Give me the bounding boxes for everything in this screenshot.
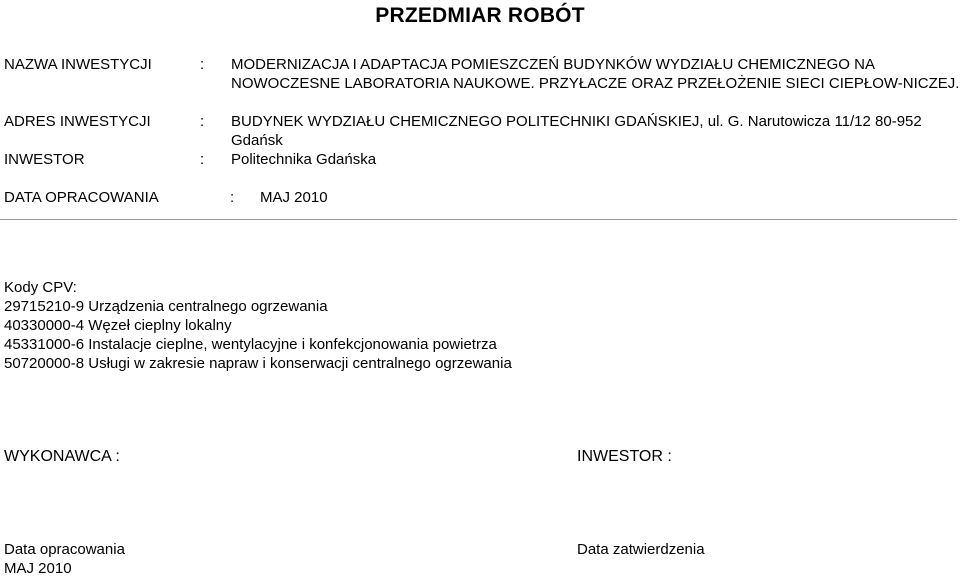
contractor-label: WYKONAWCA : xyxy=(4,448,120,465)
cpv-item: 40330000-4 Węzeł cieplny lokalny xyxy=(4,317,232,334)
investor-signature-label: INWESTOR : xyxy=(577,448,672,465)
cpv-section xyxy=(4,278,512,373)
cpv-item: 29715210-9 Urządzenia centralnego ogrzewania xyxy=(4,298,328,315)
preparation-date-value: MAJ 2010 xyxy=(260,189,328,206)
approval-date-label: Data zatwierdzenia xyxy=(577,541,705,558)
investor-colon: : xyxy=(200,151,205,168)
preparation-date-colon: : xyxy=(230,189,235,206)
investment-name-colon: : xyxy=(200,56,205,73)
horizontal-divider xyxy=(0,219,957,220)
investment-address-colon: : xyxy=(200,113,205,130)
prepared-date-value: MAJ 2010 xyxy=(4,560,72,577)
cpv-item: 45331000-6 Instalacje cieplne, wentylacyjne i konfekcjonowania powietrza xyxy=(4,336,497,353)
prepared-date-label: Data opracowania xyxy=(4,541,125,558)
cpv-heading: Kody CPV: xyxy=(4,279,77,296)
cpv-item: 50720000-8 Usługi w zakresie napraw i konserwacji centralnego ogrzewania xyxy=(4,355,512,372)
investment-name-value: MODERNIZACJA I ADAPTACJA POMIESZCZEŃ BUDYNKÓW WYDZIAŁU CHEMICZNEGO NA NOWOCZESNE LABORATORIA NAUKOWE. PRZYŁACZE ORAZ PRZEŁOŻENIE SIECI CIEPŁOW-NICZEJ. xyxy=(231,56,960,92)
preparation-date-label: DATA OPRACOWANIA xyxy=(4,189,159,206)
investment-address-label: ADRES INWESTYCJI xyxy=(4,113,151,130)
investment-address-value: BUDYNEK WYDZIAŁU CHEMICZNEGO POLITECHNIKI GDAŃSKIEJ, ul. G. Narutowicza 11/12 80-952 Gdańsk xyxy=(231,113,922,149)
investor-label: INWESTOR xyxy=(4,151,85,168)
investor-value: Politechnika Gdańska xyxy=(231,151,377,168)
document-title: PRZEDMIAR ROBÓT xyxy=(375,4,585,27)
investment-name-label: NAZWA INWESTYCJI xyxy=(4,56,152,73)
